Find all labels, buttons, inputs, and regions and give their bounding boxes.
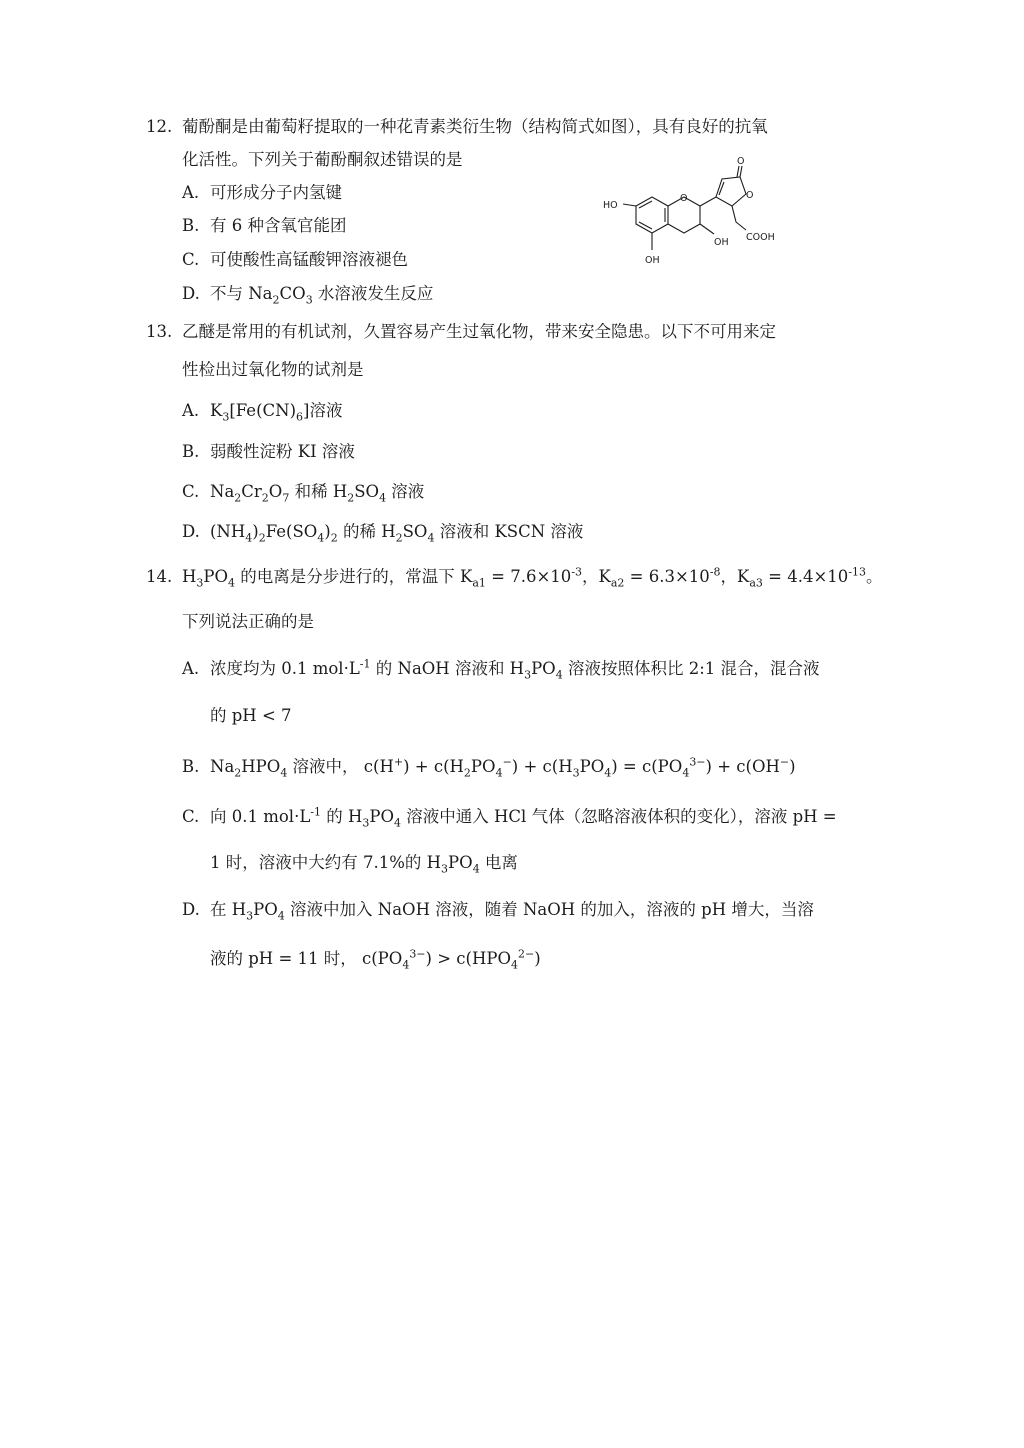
carbonyl-o-label: O xyxy=(737,156,745,167)
q13-stem-line2: 性检出过氧化物的试剂是 xyxy=(182,360,364,379)
q12-option-b: B. 有 6 种含氧官能团 xyxy=(182,216,347,235)
ho-label: HO xyxy=(603,200,618,211)
q12-stem-line1: 12. 葡酚酮是由葡萄籽提取的一种花青素类衍生物（结构简式如图），具有良好的抗氧 xyxy=(146,117,768,136)
q13-number: 13. xyxy=(146,322,173,341)
q13-option-d: D. $(NH_4)_2Fe(SO_4)_2$ 的稀 $H_2SO_4$ 溶液和 KSCN 溶液 xyxy=(182,522,584,545)
ring-o-label: O xyxy=(680,193,688,204)
q14-option-d-line1: D. 在 $H_3PO_4$ 溶液中加入 NaOH 溶液，随着 NaOH 的加入，溶液的 pH 增大，当溶 xyxy=(182,900,814,923)
q13-option-b: B. 弱酸性淀粉 KI 溶液 xyxy=(182,442,355,461)
lactone-o-label: O xyxy=(746,190,754,201)
oh-mid-label: OH xyxy=(714,237,729,248)
q14-option-d-line2: 液的 pH = 11 时， $c(PO_4^{3-}) > c(HPO_4^{2-})$ xyxy=(210,947,541,972)
q13-option-a: A. $K_3[Fe(CN)_6]$溶液 xyxy=(182,401,343,424)
cooh-label: COOH xyxy=(746,232,775,243)
q14-number: 14. xyxy=(146,567,173,586)
q14-stem-line1: 14. $H_3PO_4$ 的电离是分步进行的，常温下 $K_{a1} = 7.6\times 10^{-3}$，$K_{a2} = 6.3\times 10^{-8}$，$K_{a3} = 4.4\times 10^{-13}$。 xyxy=(146,565,883,590)
q14-stem-line2: 下列说法正确的是 xyxy=(182,612,314,631)
oh-bottom-label: OH xyxy=(645,255,660,266)
q12-option-d: D. 不与 $Na_2CO_3$ 水溶液发生反应 xyxy=(182,284,434,307)
q12-stem-line2: 化活性。下列关于葡酚酮叙述错误的是 xyxy=(182,150,463,169)
q12-number: 12. xyxy=(146,117,173,136)
q14-option-b: B. $Na_2HPO_4$ 溶液中， $c(H^+) + c(H_2PO_4^-) + c(H_3PO_4) = c(PO_4^{3-}) + c(OH^-)$ xyxy=(182,755,796,780)
q14-option-a-line1: A. 浓度均为 0.1 $mol\cdot L^{-1}$ 的 NaOH 溶液和 $H_3PO_4$ 溶液按照体积比 2:1 混合，混合液 xyxy=(182,657,820,682)
q14-option-a-line2: 的 pH < 7 xyxy=(210,706,292,725)
q14-option-c-line2: 1 时，溶液中大约有 7.1%的 $H_3PO_4$ 电离 xyxy=(210,853,518,876)
molecule-structure-diagram xyxy=(596,156,786,276)
q13-option-c: C. $Na_2Cr_2O_7$ 和稀 $H_2SO_4$ 溶液 xyxy=(182,482,425,505)
q12-option-a: A. 可形成分子内氢键 xyxy=(182,183,342,202)
q12-option-c: C. 可使酸性高锰酸钾溶液褪色 xyxy=(182,250,408,269)
q14-option-c-line1: C. 向 0.1 $mol\cdot L^{-1}$ 的 $H_3PO_4$ 溶液中通入 HCl 气体（忽略溶液体积的变化），溶液 pH = xyxy=(182,805,837,830)
benzene-ring xyxy=(636,197,668,233)
q13-stem-line1: 13. 乙醚是常用的有机试剂，久置容易产生过氧化物，带来安全隐患。以下不可用来定 xyxy=(146,322,776,341)
